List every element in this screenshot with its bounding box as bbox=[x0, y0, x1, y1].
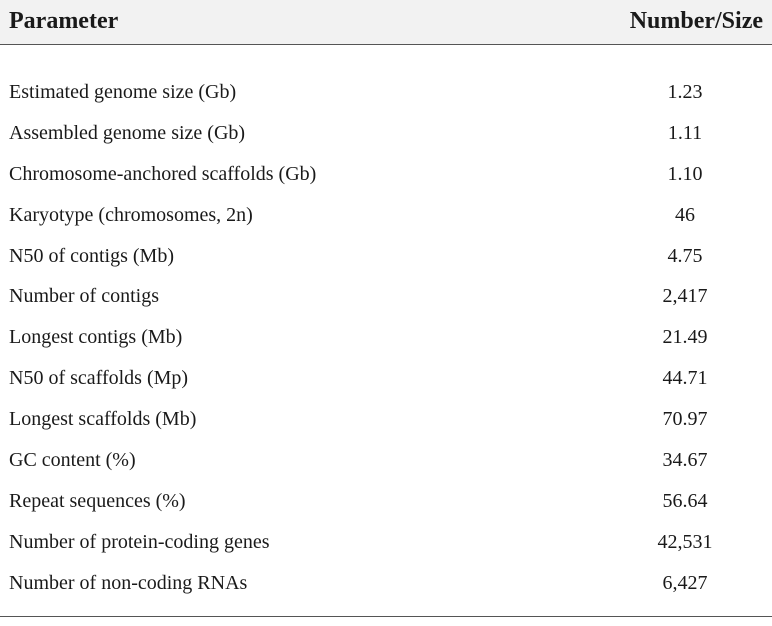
table-row bbox=[0, 358, 772, 399]
table-row bbox=[0, 399, 772, 440]
row-value: 1.23 bbox=[667, 81, 703, 103]
table-row bbox=[0, 236, 772, 277]
table-row bbox=[0, 72, 772, 113]
table-row bbox=[0, 154, 772, 195]
row-parameter: Karyotype (chromosomes, 2n) bbox=[9, 203, 253, 226]
row-value: 1.11 bbox=[667, 121, 703, 144]
row-parameter: Number of protein-coding genes bbox=[9, 530, 270, 553]
row-value: 46 bbox=[675, 203, 695, 226]
row-value: 2,417 bbox=[662, 285, 708, 308]
row-value: 44.71 bbox=[662, 367, 708, 390]
table-body bbox=[0, 72, 772, 604]
table-row bbox=[0, 481, 772, 522]
header-divider bbox=[0, 44, 772, 45]
header-parameter: Parameter bbox=[9, 8, 119, 34]
row-parameter: N50 of contigs (Mb) bbox=[9, 244, 174, 267]
row-parameter: Chromosome-anchored scaffolds (Gb) bbox=[9, 162, 317, 185]
row-value: 21.49 bbox=[662, 326, 708, 349]
row-value: 1.10 bbox=[667, 162, 703, 185]
header-number-size: Number/Size bbox=[629, 8, 763, 34]
row-parameter: Estimated genome size (Gb) bbox=[9, 81, 237, 103]
row-value: 4.75 bbox=[667, 244, 703, 267]
row-parameter: Longest contigs (Mb) bbox=[9, 326, 183, 349]
row-parameter: GC content (%) bbox=[9, 449, 136, 472]
row-parameter: Number of contigs bbox=[9, 285, 159, 308]
row-parameter: Assembled genome size (Gb) bbox=[9, 121, 246, 144]
table-row bbox=[0, 195, 772, 236]
row-parameter: Number of non-coding RNAs bbox=[9, 571, 248, 594]
table-header bbox=[0, 0, 772, 44]
row-parameter: Repeat sequences (%) bbox=[9, 489, 186, 512]
table-row bbox=[0, 563, 772, 604]
table-row bbox=[0, 317, 772, 358]
table-row bbox=[0, 276, 772, 317]
row-value: 34.67 bbox=[662, 449, 708, 472]
table-row bbox=[0, 522, 772, 563]
row-value: 56.64 bbox=[662, 489, 708, 512]
row-parameter: Longest scaffolds (Mb) bbox=[9, 408, 197, 431]
table-row bbox=[0, 113, 772, 154]
row-value: 6,427 bbox=[662, 571, 708, 594]
row-parameter: N50 of scaffolds (Mp) bbox=[9, 367, 189, 390]
table-row bbox=[0, 440, 772, 481]
table-bottom-rule bbox=[0, 616, 772, 617]
row-value: 42,531 bbox=[657, 530, 713, 553]
row-value: 70.97 bbox=[662, 408, 708, 431]
